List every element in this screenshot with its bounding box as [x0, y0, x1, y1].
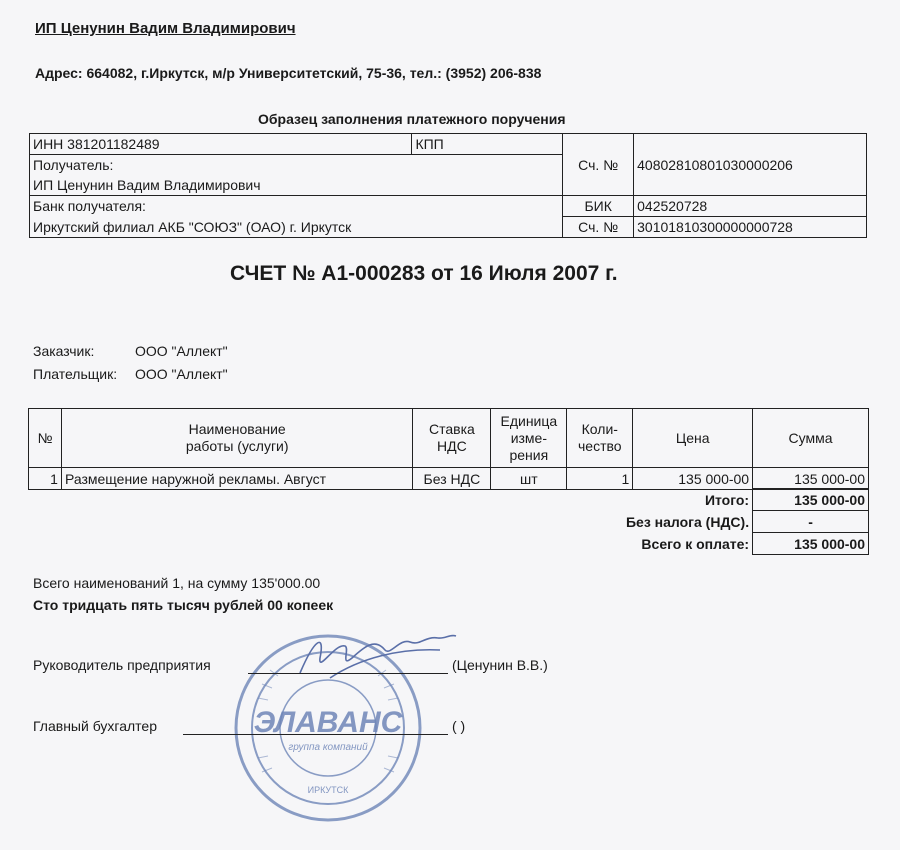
vat-label: Без налога (НДС). — [625, 513, 750, 530]
col-price-header: Цена — [633, 409, 753, 468]
row-vat: Без НДС — [413, 468, 491, 490]
kpp-cell: КПП — [412, 134, 563, 155]
accountant-name: ( ) — [452, 718, 466, 734]
col-qty-header-line1: Коли- — [581, 421, 618, 437]
row-sum: 135 000-00 — [753, 468, 869, 490]
totals-table — [400, 488, 869, 555]
items-header-row — [29, 409, 869, 468]
table-row — [29, 468, 869, 490]
col-qty-header — [567, 409, 633, 468]
director-name: (Ценунин В.В.) — [452, 657, 548, 673]
customer-label: Заказчик: — [33, 343, 95, 359]
col-qty-header-line2: чество — [578, 438, 622, 454]
bank-details-table — [29, 133, 867, 238]
invoice-title: СЧЕТ № А1-000283 от 16 Июля 2007 г. — [230, 262, 618, 285]
col-unit-header-line2: изме- — [510, 429, 547, 446]
row-qty: 1 — [567, 468, 633, 490]
col-unit-header-line1: Единица — [500, 412, 558, 429]
account-value: 40802810801030000206 — [634, 134, 867, 196]
bank-name: Иркутский филиал АКБ "СОЮЗ" (ОАО) г. Иркутск — [30, 217, 563, 238]
row-name: Размещение наружной рекламы. Август — [61, 468, 412, 490]
col-name-header-line1: Наименование — [188, 421, 286, 437]
row-price: 135 000-00 — [633, 468, 753, 490]
col-vat-header — [413, 409, 491, 468]
payable-value: 135 000-00 — [753, 533, 869, 555]
director-signature — [290, 628, 460, 683]
stamp-center-text: ЭЛАВАНС — [253, 706, 403, 739]
col-name-header — [61, 409, 412, 468]
col-vat-header-line2: НДС — [437, 438, 467, 454]
payable-label: Всего к оплате: — [641, 535, 750, 552]
recipient-name: ИП Ценунин Вадим Владимирович — [30, 175, 563, 196]
summary-line1: Всего наименований 1, на сумму 135'000.00 — [33, 575, 321, 591]
col-vat-header-line1: Ставка — [428, 421, 475, 437]
inn-cell: ИНН 381201182489 — [30, 134, 412, 155]
col-sum-header: Сумма — [753, 409, 869, 468]
payment-sample-title: Образец заполнения платежного поручения — [258, 111, 566, 127]
col-unit-header — [491, 409, 567, 468]
recipient-label: Получатель: — [30, 155, 563, 176]
bik-label: БИК — [563, 196, 634, 217]
col-num-header: № — [29, 409, 62, 468]
items-table — [28, 408, 869, 490]
corr-account-value: 30101810300000000728 — [634, 217, 867, 238]
company-name: ИП Ценунин Вадим Владимирович — [35, 20, 296, 37]
corr-account-label: Сч. № — [563, 217, 634, 238]
stamp-sub-text: группа компаний — [288, 742, 368, 753]
director-label: Руководитель предприятия — [33, 657, 211, 673]
customer-value: ООО "Аллект" — [135, 343, 228, 359]
accountant-label: Главный бухгалтер — [33, 718, 157, 734]
total-value: 135 000-00 — [753, 489, 869, 511]
director-sign-line — [248, 673, 448, 674]
stamp-city: ИРКУТСК — [307, 785, 349, 795]
col-name-header-line2: работы (услуги) — [185, 438, 289, 454]
row-unit: шт — [491, 468, 567, 490]
bank-label: Банк получателя: — [30, 196, 563, 217]
company-address: Адрес: 664082, г.Иркутск, м/р Университетский, 75-36, тел.: (3952) 206-838 — [35, 65, 542, 81]
total-label: Итого: — [704, 491, 750, 508]
account-label: Сч. № — [563, 134, 634, 196]
bik-value: 042520728 — [634, 196, 867, 217]
summary-amount-words: Сто тридцать пять тысяч рублей 00 копеек — [33, 597, 334, 613]
col-unit-header-line3: рения — [509, 446, 549, 463]
row-num: 1 — [29, 468, 62, 490]
accountant-sign-line — [183, 734, 448, 735]
payer-label: Плательщик: — [33, 366, 118, 382]
vat-value: - — [753, 511, 869, 533]
payer-value: ООО "Аллект" — [135, 366, 228, 382]
